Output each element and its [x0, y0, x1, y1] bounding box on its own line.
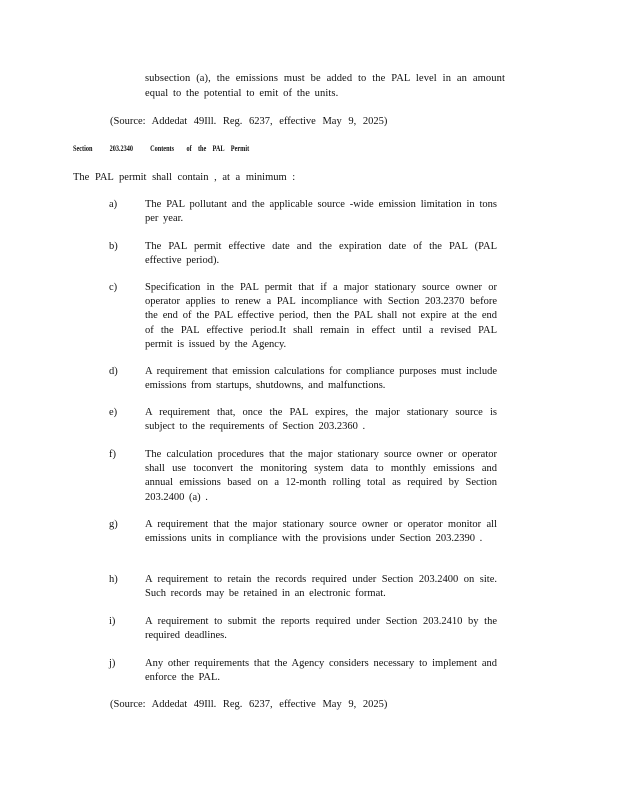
list-item-text: A requirement that emission calculations for compliance purposes must include emissions from startups, shutdowns, and malfunctions.	[145, 366, 497, 392]
list-item-text: The calculation procedures that the major stationary source owner or operator shall use toconvert the monitoring system data to monthly emissions and annual emissions based on a 12-month rolling total as required by Section 203.2400 (a) .	[145, 449, 497, 503]
continuation-paragraph: subsection (a), the emissions must be added to the PAL level in an amount equal to the potential to emit of the units.	[145, 73, 505, 99]
list-item-text: A requirement to submit the reports required under Section 203.2410 by the required deadlines.	[145, 616, 497, 642]
list-item-text: Any other requirements that the Agency considers necessary to implement and enforce the PAL.	[145, 658, 497, 684]
section-title-of: of	[186, 144, 192, 153]
section-title-the: the	[197, 144, 207, 153]
section-word: Section	[73, 144, 93, 153]
list-item-text: A requirement that the major stationary source owner or operator monitor all emissions units in compliance with the provisions under Section 203.2390 .	[145, 519, 497, 545]
section-title-contents: Contents	[150, 144, 175, 153]
section-title-permit: Permit	[230, 144, 250, 153]
list-item-text: A requirement to retain the records required under Section 203.2400 on site. Such records may be retained in an electronic format.	[145, 574, 497, 600]
source-note-top: (Source: Addedat 49Ill. Reg. 6237, effective May 9, 2025)	[110, 116, 388, 127]
list-marker: j)	[109, 658, 116, 669]
list-item-text: A requirement that, once the PAL expires, the major stationary source is subject to the requirements of Section 203.2360 .	[145, 407, 497, 433]
list-item-text: Specification in the PAL permit that if a major stationary source owner or operator applies to renew a PAL incompliance with Section 203.2370 before the end of the PAL effective period, then the PAL shall not expire at the end of the PAL effective period.It shall remain in effect until a revised PAL permit is issued by the Agency.	[145, 282, 497, 350]
list-marker: f)	[109, 449, 116, 460]
list-marker: a)	[109, 199, 118, 210]
list-marker: b)	[109, 241, 118, 252]
list-marker: h)	[109, 574, 118, 585]
section-heading	[73, 144, 266, 153]
source-note-bottom: (Source: Addedat 49Ill. Reg. 6237, effective May 9, 2025)	[110, 699, 388, 710]
list-marker: e)	[109, 407, 118, 418]
list-marker: d)	[109, 366, 118, 377]
list-item-text: The PAL pollutant and the applicable source -wide emission limitation in tons per year.	[145, 199, 497, 225]
intro-sentence: The PAL permit shall contain , at a minimum :	[73, 172, 296, 183]
list-marker: i)	[109, 616, 116, 627]
list-marker: g)	[109, 519, 118, 530]
list-item-text: The PAL permit effective date and the expiration date of the PAL (PAL effective period).	[145, 241, 497, 267]
section-title-pal: PAL	[212, 144, 225, 153]
list-marker: c)	[109, 282, 118, 293]
section-number: 203.2340	[109, 144, 133, 153]
